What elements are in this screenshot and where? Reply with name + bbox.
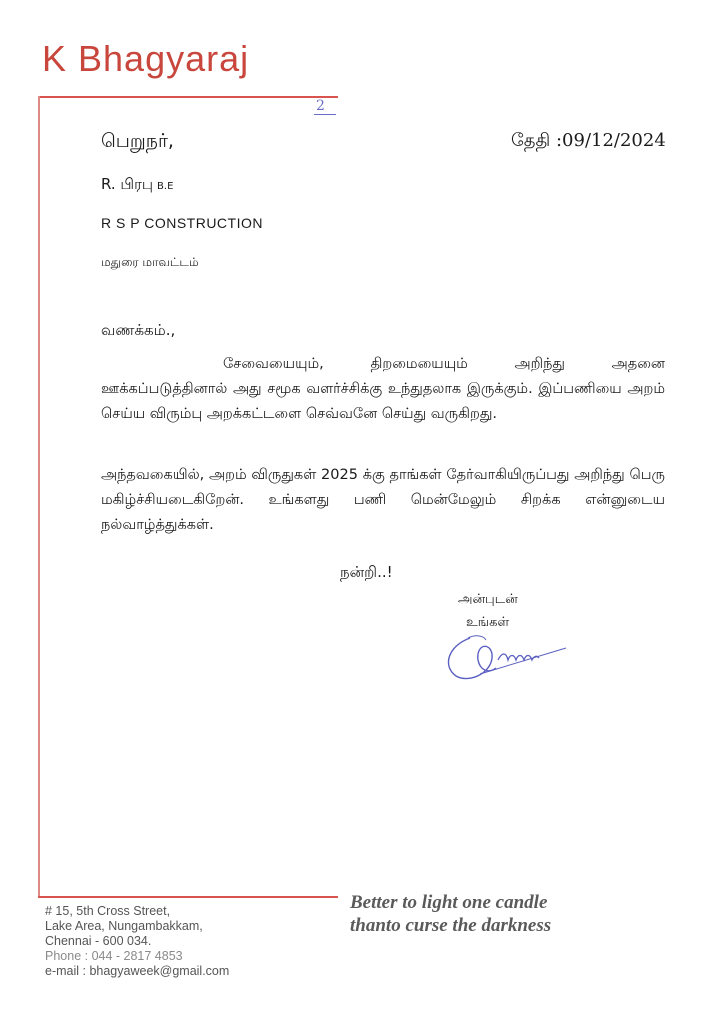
address-email: e-mail : bhagyaweek@gmail.com <box>45 964 230 978</box>
address-line-3: Chennai - 600 034. <box>45 934 152 948</box>
letter-date: தேதி :09/12/2024 <box>511 130 666 151</box>
salutation: பெறுநர், <box>101 130 174 152</box>
body-paragraph-2: அந்தவகையில், அறம் விருதுகள் 2025 க்கு தாங்கள் தேர்வாகியிருப்பது அறிந்து பெரு மகிழ்ச்சியடைகிறேன். உங்களது பணி மென்மேலும் சிறக்க என்னுடைய நல்வாழ்த்துக்கள். <box>101 467 665 533</box>
address-line-2: Lake Area, Nungambakkam, <box>45 919 203 933</box>
page-number-underline <box>314 114 336 115</box>
handwritten-signature <box>440 630 575 685</box>
greeting: வணக்கம்., <box>101 321 176 339</box>
tagline-line-1: Better to light one candle <box>350 892 548 913</box>
recipient-degree: B.E <box>157 181 174 192</box>
recipient-company: R S P CONSTRUCTION <box>101 215 263 231</box>
recipient-place: மதுரை மாவட்டம் <box>101 255 199 269</box>
thanks-line: நன்றி..! <box>340 563 393 581</box>
address-phone: Phone : 044 - 2817 4853 <box>45 949 183 963</box>
body-paragraph-1: சேவையையும், திறமையையும் அறிந்து அதனை ஊக்கப்படுத்தினால் அது சமூக வளர்ச்சிக்கு உந்துதலாக இருக்கும். இப்பணியை அறம் செய்ய விரும்பு அறக்கட்டளை செவ்வனே செய்து வருகிறது. <box>101 356 665 422</box>
closing-line-1: அன்புடன் <box>458 592 518 607</box>
recipient-name <box>101 175 173 195</box>
letterhead-top-rule <box>38 96 338 98</box>
letterhead-bottom-rule <box>38 896 338 898</box>
recipient-name-text: R. பிரபு <box>101 175 154 193</box>
tagline <box>350 891 551 937</box>
brand-logo: K Bhagyaraj <box>42 38 250 79</box>
closing-line-2: உங்கள் <box>466 615 510 630</box>
letterhead-left-rule <box>38 96 40 896</box>
address-line-1: # 15, 5th Cross Street, <box>45 904 171 918</box>
office-address <box>45 904 229 979</box>
handwritten-page-number: 2 <box>316 98 325 114</box>
tagline-line-2: thanto curse the darkness <box>350 915 552 936</box>
